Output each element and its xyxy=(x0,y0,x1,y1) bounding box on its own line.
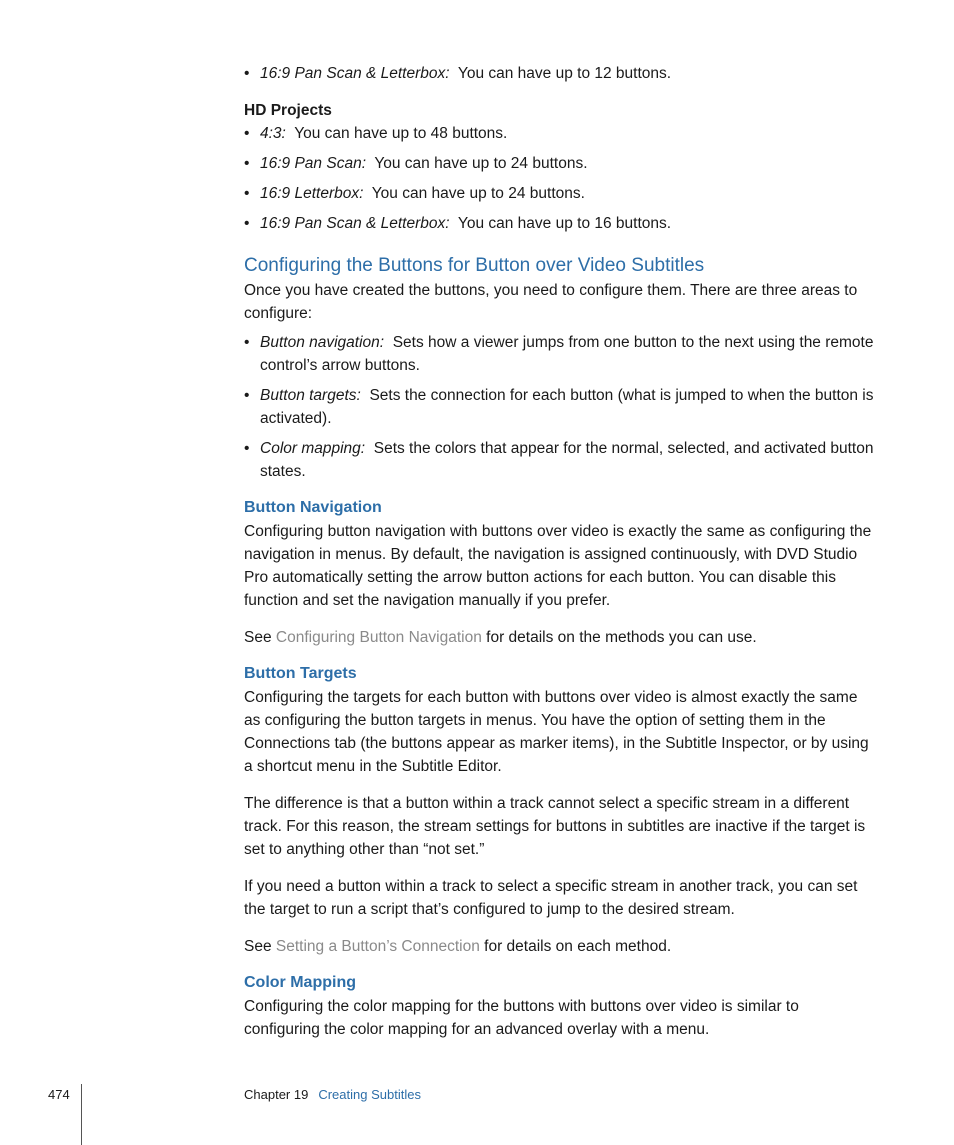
bullet-dot: • xyxy=(244,65,250,82)
bullet-text: You can have up to 24 buttons. xyxy=(371,185,585,202)
bullet-pan-scan-letterbox-sd xyxy=(244,62,876,85)
setting-button-connection-link[interactable]: Setting a Button’s Connection xyxy=(275,938,480,955)
configuring-button-navigation-link[interactable]: Configuring Button Navigation xyxy=(275,629,482,646)
bullet-button-navigation xyxy=(244,331,876,377)
color-mapping-heading: Color Mapping xyxy=(244,974,356,991)
footer-divider xyxy=(81,1084,82,1145)
bullet-term: 16:9 Pan Scan: xyxy=(260,155,366,172)
bullet-hd-letterbox xyxy=(244,182,876,205)
see-prefix: See xyxy=(244,938,272,955)
bullet-term: Color mapping: xyxy=(260,440,366,457)
button-navigation-paragraph: Configuring button navigation with buttons over video is exactly the same as configuring the navigation in menus. By default, the navigation is assigned continuously, with DVD Studio Pro automatically setting the arrow button actions for each button. You can disable this function and set the navigation manually if you prefer. xyxy=(244,523,872,609)
chapter-label: Chapter 19 xyxy=(244,1087,309,1102)
button-targets-paragraph-2: The difference is that a button within a track cannot select a specific stream in a different track. For this reason, the stream settings for buttons in subtitles are inactive if the target is set to anything other than “not set.” xyxy=(244,795,866,858)
bullet-hd-pan-scan-letterbox xyxy=(244,212,876,235)
bullet-text: You can have up to 24 buttons. xyxy=(374,155,588,172)
button-targets-paragraph-3: If you need a button within a track to select a specific stream in another track, you can set the target to run a script that’s configured to jump to the desired stream. xyxy=(244,878,858,918)
bullet-dot: • xyxy=(244,440,250,457)
button-navigation-see xyxy=(244,626,884,649)
button-targets-paragraph-1: Configuring the targets for each button with buttons over video is almost exactly the same as configuring the button targets in menus. You have the option of setting them in the Connections tab (the buttons appear as marker items), in the Subtitle Inspector, or by using a shortcut menu in the Subtitle Editor. xyxy=(244,689,869,775)
page-number: 474 xyxy=(48,1087,70,1102)
see-prefix: See xyxy=(244,629,272,646)
bullet-color-mapping xyxy=(244,437,876,483)
bullet-term: 16:9 Pan Scan & Letterbox: xyxy=(260,215,450,232)
button-navigation-heading: Button Navigation xyxy=(244,499,382,516)
see-suffix: for details on each method. xyxy=(484,938,672,955)
bullet-dot: • xyxy=(244,387,250,404)
bullet-text: You can have up to 12 buttons. xyxy=(457,65,672,82)
hd-projects-heading: HD Projects xyxy=(244,102,332,119)
color-mapping-paragraph: Configuring the color mapping for the buttons with buttons over video is similar to configuring the color mapping for an advanced overlay with a menu. xyxy=(244,998,799,1038)
chapter-title-link[interactable]: Creating Subtitles xyxy=(318,1087,421,1102)
bullet-dot: • xyxy=(244,155,250,172)
bullet-dot: • xyxy=(244,215,250,232)
bullet-term: 4:3: xyxy=(260,125,286,142)
bullet-dot: • xyxy=(244,185,250,202)
bullet-text: You can have up to 48 buttons. xyxy=(294,125,508,142)
bullet-text: You can have up to 16 buttons. xyxy=(457,215,672,232)
button-targets-heading: Button Targets xyxy=(244,665,357,682)
footer-chapter xyxy=(244,1087,421,1102)
bullet-term: 16:9 Pan Scan & Letterbox: xyxy=(260,65,450,82)
bullet-hd-pan-scan xyxy=(244,152,876,175)
bullet-dot: • xyxy=(244,334,250,351)
button-targets-see xyxy=(244,935,884,958)
bullet-term: Button navigation: xyxy=(260,334,385,351)
see-suffix: for details on the methods you can use. xyxy=(486,629,757,646)
bullet-text: Sets the colors that appear for the normal, selected, and activated button states. xyxy=(260,440,874,480)
bullet-text: Sets how a viewer jumps from one button to the next using the remote control’s arrow buttons. xyxy=(260,334,874,374)
bullet-hd-4-3 xyxy=(244,122,876,145)
configuring-intro: Once you have created the buttons, you need to configure them. There are three areas to configure: xyxy=(244,282,858,322)
bullet-term: 16:9 Letterbox: xyxy=(260,185,364,202)
bullet-term: Button targets: xyxy=(260,387,361,404)
bullet-text: Sets the connection for each button (what is jumped to when the button is activated). xyxy=(260,387,874,427)
bullet-button-targets xyxy=(244,384,876,430)
configuring-heading: Configuring the Buttons for Button over Video Subtitles xyxy=(244,255,705,276)
bullet-dot: • xyxy=(244,125,250,142)
